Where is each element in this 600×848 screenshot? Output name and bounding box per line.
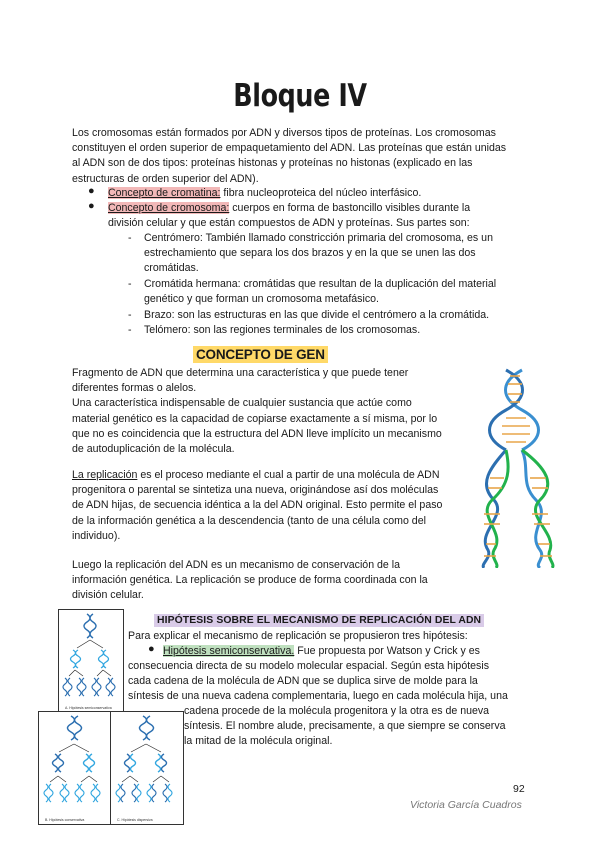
hip-line: síntesis. El nombre alude, precisamente, a que siempre se conserva: [184, 720, 506, 733]
conservacion-line: Luego la replicación del ADN es un mecanismo de conservación de la: [72, 559, 401, 571]
bullet-dot: ●: [148, 643, 155, 655]
replicacion-line: de la información genética a la descendencia (tanto de una célula como del: [72, 514, 426, 527]
term-replicacion: La replicación: [72, 469, 138, 481]
hip-line: consecuencia directa de su modelo molecular espacial. Según esta hipótesis: [128, 660, 489, 672]
dna-daughter-left-icon: [483, 450, 508, 568]
dna-tree-icon: [111, 712, 183, 816]
dna-tree-icon: [39, 712, 111, 816]
hip-line: Fue propuesta por Watson y Crick y es: [294, 645, 480, 657]
figure-caption: C. Hipótesis dispersiva: [117, 818, 153, 822]
replicacion-line: progenitora o parental se sintetiza una nueva, originándose así dos moléculas: [72, 484, 439, 497]
replicacion-line: es el proceso mediante el cual a partir de una molécula de ADN: [137, 469, 440, 481]
part-line: Brazo: son las estructuras en las que divide el centrómero a la cromátida.: [144, 309, 490, 321]
bullet-dot: ●: [88, 185, 95, 197]
author-footer: Victoria García Cuadros: [410, 799, 522, 811]
hip-intro: Para explicar el mecanismo de replicación se propusieron tres hipótesis:: [128, 630, 468, 642]
conservacion-line: división celular.: [72, 589, 144, 602]
dna-replication-illustration: [470, 368, 565, 568]
intro-line: al ADN son de dos tipos: proteínas histonas y proteínas no histonas (explicado en las: [72, 157, 473, 170]
intro-line: Los cromosomas están formados por ADN y diversos tipos de proteínas. Los cromosomas: [72, 127, 496, 139]
dna-daughter-right-icon: [522, 450, 553, 568]
bullet-text: fibra nucleoproteica del núcleo interfásico.: [220, 187, 422, 199]
dna-tree-icon: [59, 610, 123, 706]
section-heading-hipotesis: HIPÓTESIS SOBRE EL MECANISMO DE REPLICACIÓN DEL ADN: [154, 614, 484, 627]
hip-paragraph-indented: [184, 704, 534, 750]
list-item: - Brazo: son las estructuras en las que divide el centrómero a la cromátida.: [0, 308, 600, 323]
part-line: Cromátida hermana: cromátidas que resultan de la duplicación del material: [144, 278, 497, 290]
part-line: genético y que forman un cromosoma metafásico.: [144, 293, 379, 306]
hip-first-line: [163, 644, 533, 659]
part-line: Telómero: son las regiones terminales de los cromosomas.: [144, 324, 421, 336]
intro-line: estructuras de orden superior del ADN).: [72, 172, 259, 185]
gen-line: Una característica indispensable de cualquier sustancia que actúe como: [72, 397, 412, 410]
bullet-text: división celular y que están compuestos de ADN y proteínas. Sus partes son:: [108, 217, 470, 230]
dna-parent-helix-icon: [490, 370, 539, 450]
parts-list: [0, 231, 600, 338]
hip-paragraph: [128, 659, 538, 705]
figure-hypothesis-c: [110, 711, 184, 825]
figure-hypothesis-a: [58, 609, 124, 713]
bullet-cromatina: [108, 186, 528, 201]
term-cromatina: Concepto de cromatina:: [108, 187, 221, 199]
bullet-cromosoma: [108, 201, 528, 231]
page-title: Bloque IV: [233, 78, 367, 114]
part-line: estrechamiento que separa los dos brazos y en la que se unen las dos: [144, 247, 476, 260]
figure-caption: A. Hipótesis semiconservativa: [65, 706, 112, 710]
term-cromosoma: Concepto de cromosoma:: [108, 202, 230, 214]
intro-line: constituyen el orden superior de empaquetamiento del ADN. Las proteínas que están unidas: [72, 142, 507, 155]
list-item: - Telómero: son las regiones terminales de los cromosomas.: [0, 323, 600, 338]
figure-caption: B. Hipótesis conservativa: [45, 818, 85, 822]
page-number: 92: [513, 783, 525, 795]
hip-line: síntesis de una nueva cadena complementaria, luego en cada molécula hija, una: [128, 690, 508, 703]
list-item: - Cromátida hermana: cromátidas que resultan de la duplicación del material genético y que forman un cromosoma metafásico.: [0, 277, 600, 308]
replicacion-line: individuo).: [72, 529, 121, 542]
part-line: Centrómero: También llamado constricción primaria del cromosoma, es un: [144, 232, 493, 244]
gen-line: que no es coincidencia que la estructura del ADN lleve implícito un mecanismo: [72, 427, 442, 440]
bullet-text: cuerpos en forma de bastoncillo visibles durante la: [229, 202, 471, 214]
term-semiconservativa: Hipótesis semiconservativa.: [163, 645, 295, 657]
bullet-dot: ●: [88, 200, 95, 212]
section-heading-gen: CONCEPTO DE GEN: [193, 346, 328, 363]
gen-line: de autoduplicación de la molécula.: [72, 443, 235, 456]
hip-line: cada cadena de la molécula de ADN que se duplica sirve de molde para la: [128, 675, 478, 688]
gen-line: Fragmento de ADN que determina una característica y que puede tener: [72, 367, 409, 379]
intro-paragraph: [72, 126, 532, 187]
gen-line: material genético es la capacidad de copiarse exactamente a sí misma, por lo: [72, 412, 438, 425]
gen-paragraph: [72, 366, 472, 457]
part-line: cromátidas.: [144, 262, 199, 275]
hip-line: la mitad de la molécula original.: [184, 735, 333, 748]
conservacion-line: información genética. La replicación se produce de forma coordinada con la: [72, 574, 428, 587]
replicacion-line: de ADN hijas, de secuencia idéntica a la del ADN original. Esto permite el paso: [72, 499, 443, 512]
hip-line: cadena procede de la molécula progenitora y la otra es de nueva: [184, 705, 490, 717]
conservacion-paragraph: [72, 558, 472, 604]
figure-hypothesis-b: [38, 711, 112, 825]
replicacion-paragraph: [72, 468, 472, 544]
list-item: - Centrómero: También llamado constricción primaria del cromosoma, es un estrechamiento que separa los dos brazos y en la que se unen las dos cromátidas.: [0, 231, 600, 277]
gen-line: diferentes formas o alelos.: [72, 382, 197, 395]
